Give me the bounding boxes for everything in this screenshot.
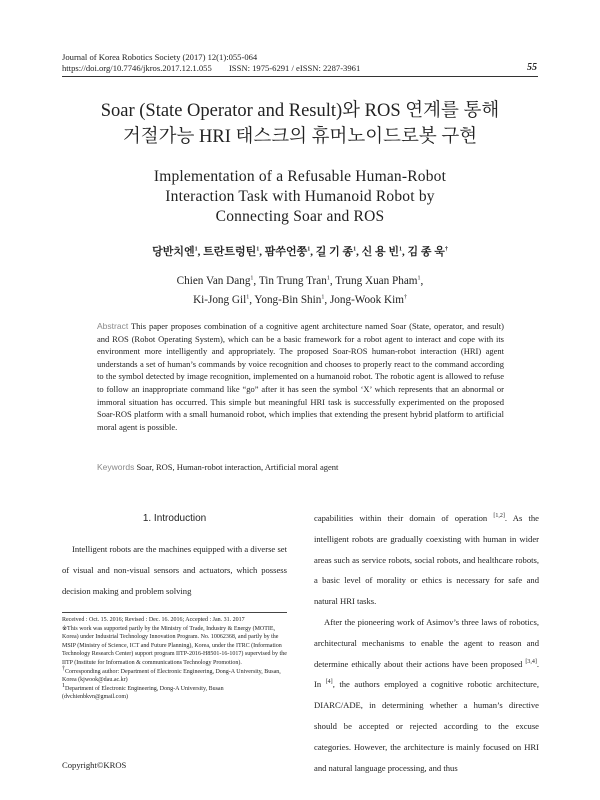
affiliation-mark: 1 xyxy=(307,246,311,253)
author-en: Tin Trung Tran xyxy=(258,275,327,287)
corresponding-mark: † xyxy=(444,246,448,253)
author-ko: 팜쑤언쭝 xyxy=(264,246,308,258)
korean-title-line2: 거절가능 HRI 태스크의 휴머노이드로봇 구현 xyxy=(122,127,478,147)
abstract xyxy=(97,320,504,433)
english-title-line2: Interaction Task with Humanoid Robot by xyxy=(165,188,435,205)
affiliation-note: $^1$Department of Electronic Engineering, Dong-A University, Busan (dvchienbkvn@gmail.com) xyxy=(62,682,224,701)
korean-title-line1: Soar (State Operator and Result)와 ROS 연계를 통해 xyxy=(100,101,500,121)
author-en: Chien Van Dang xyxy=(176,275,251,287)
affiliation-mark: 1 xyxy=(326,275,330,282)
funding-note: ※This work was supported partly by the Ministry of Trade, Industry & Energy (MOTIE, Korea) under Industrial Technology Innovation Program. No. 10062368, and partly by the MSIP (Ministry of Science, ICT and Future Planning), Korea, under the ITRC (Information Technology Research Center) support program IITP-2016-H8501-16-1017) supervised by the IITP (Institute for Information & communications Technology Promotion). xyxy=(62,625,287,666)
page-number: 55 xyxy=(527,62,537,73)
right-column xyxy=(314,508,539,778)
affiliation-mark: 1 xyxy=(353,246,357,253)
footnote-rule xyxy=(62,612,287,613)
received-dates: Received : Oct. 15. 2016; Revised : Dec. 16. 2016; Accepted : Jan. 31. 2017 xyxy=(62,617,245,623)
author-en: Trung Xuan Pham xyxy=(335,275,418,287)
korean-title xyxy=(40,98,560,150)
affiliation-mark: 1 xyxy=(246,294,250,301)
copyright: Copyright©KROS xyxy=(62,760,127,770)
abstract-text: This paper proposes combination of a cognitive agent architecture named Soar (State, operator, and result) and ROS (Robot Operating System), which can be a basic framework for a robot agent to interact and cope with its environment more intelligently and appropriately. The proposed Soar-ROS human-robot interaction (HRI) agent understands a set of human’s commands by voice recognition and chooses to properly react to the command according to the symbol detected by image recognition, implemented on a humanoid robot. The robotic agent is allowed to refuse to follow an inappropriate command like “go” after it has seen the symbol ‘X’ which represents that an abnormal or immoral situation has occurred. This simple but meaningful HRI task is successfully experimented on the proposed Soar-ROS platform with a small humanoid robot, which implies that extending the present hybrid platform to artificial moral agent is possible. xyxy=(97,321,504,432)
keywords-label: Keywords xyxy=(97,462,135,472)
author-ko: 트란트렁틴 xyxy=(203,246,257,258)
author-ko: 길 기 종 xyxy=(315,246,354,258)
section-heading-introduction: 1. Introduction xyxy=(142,513,207,524)
affiliation-mark: 1 xyxy=(256,246,260,253)
affiliation-mark: 1 xyxy=(194,246,198,253)
author-ko: 신 용 빈 xyxy=(361,246,400,258)
corresponding-mark: † xyxy=(403,294,407,301)
intro-paragraph-left: Intelligent robots are the machines equipped with a diverse set of visual and non-visual sensors and actuators, which possess decision making and problem solving xyxy=(62,544,287,596)
intro-paragraph-right-2: After the pioneering work of Asimov’s three laws of robotics, architectural mechanisms to enable the agent to reason and determine ethically about their actions have been proposed [3,4]. In [4], the authors employed a cognitive robotic architecture, DIARC/ADE, in determining whether a human’s directive should be accepted or rejected according to the excuse categories. However, the architecture is mainly focused on HRI and natural language processing, and thus xyxy=(314,616,539,773)
affiliation-mark: 1 xyxy=(250,275,254,282)
korean-authors: 당반치엔$^1$, 트란트렁틴$^1$, 팜쑤언쭝$^1$, 길 기 종$^1$, 신 용 빈$^1$, 김 종 욱† xyxy=(152,246,448,258)
corresponding-mark: † xyxy=(62,665,65,672)
affiliation-mark: 1 xyxy=(417,275,421,282)
intro-paragraph-right-1: capabilities within their domain of operation [1,2]. As the intelligent robots are gradually coexisting with human in wider areas such as service robots, social robots, and healthcare robots, a basic level of morality or ethics is necessary for safe and natural HRI tasks. xyxy=(314,513,539,607)
citation-ref: [3,4] xyxy=(525,658,537,665)
left-column xyxy=(62,539,287,601)
author-ko: 김 종 욱 xyxy=(407,246,445,258)
english-title-line3: Connecting Soar and ROS xyxy=(215,208,385,225)
journal-citation: Journal of Korea Robotics Society (2017) 12(1):055-064 xyxy=(62,52,258,62)
affiliation-mark: 1 xyxy=(62,682,65,689)
english-authors-line2: Ki-Jong Gil$^1$, Yong-Bin Shin$^1$, Jong-Wook Kim† xyxy=(193,294,407,306)
author-ko: 당반치엔 xyxy=(152,246,195,258)
citation-ref: [4] xyxy=(325,679,333,686)
citation-ref: [1,2] xyxy=(493,513,505,520)
english-authors xyxy=(80,272,520,310)
affiliation-mark: 1 xyxy=(321,294,325,301)
english-title xyxy=(60,167,540,227)
footnotes xyxy=(62,616,287,702)
keywords-text: Soar, ROS, Human-robot interaction, Artificial moral agent xyxy=(136,462,339,472)
english-title-line1: Implementation of a Refusable Human-Robot xyxy=(153,168,447,185)
english-authors-line1: Chien Van Dang$^1$, Tin Trung Tran$^1$, Trung Xuan Pham$^1$, xyxy=(176,275,424,287)
author-en: Yong-Bin Shin xyxy=(254,294,322,306)
abstract-label: Abstract xyxy=(97,321,129,331)
author-en: Jong-Wook Kim xyxy=(329,294,404,306)
journal-doi-issn: https://doi.org/10.7746/jkros.2017.12.1.055 ISSN: 1975-6291 / eISSN: 2287-3961 xyxy=(62,63,361,73)
header-rule xyxy=(62,76,538,77)
corresponding-author-note: †Corresponding author: Department of Electronic Engineering, Dong-A University, Busan, Korea (kjwook@dau.ac.kr) xyxy=(62,665,281,684)
journal-header xyxy=(62,52,360,74)
affiliation-mark: 1 xyxy=(399,246,403,253)
author-en: Ki-Jong Gil xyxy=(193,294,247,306)
keywords xyxy=(97,462,504,472)
